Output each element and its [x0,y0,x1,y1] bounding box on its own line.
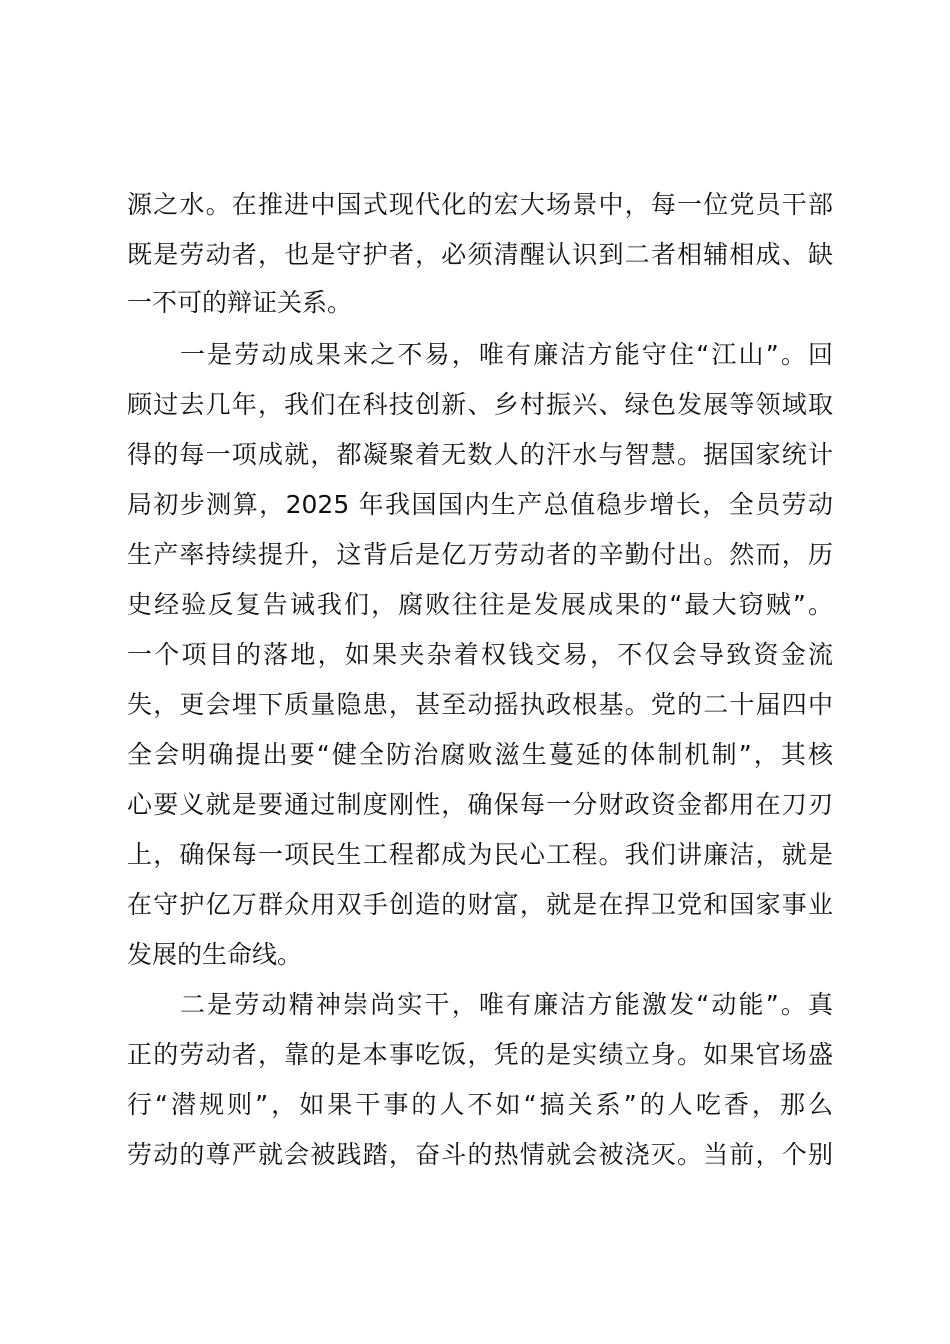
text-line: 正的劳动者，靠的是本事吃饭，凭的是实绩立身。如果官场盛 [127,1040,833,1069]
text-line: 在守护亿万群众用双手创造的财富，就是在捍卫党和国家事业 [127,890,833,919]
paragraph-heading-line: 一是劳动成果来之不易，唯有廉洁方能守住“江山”。回 [180,340,833,369]
text-line: 失，更会埋下质量隐患，甚至动摇执政根基。党的二十届四中 [127,690,833,719]
text-line: 史经验反复告诫我们，腐败往往是发展成果的“最大窃贼”。 [127,590,833,619]
text-line: 顾过去几年，我们在科技创新、乡村振兴、绿色发展等领域取 [127,390,833,419]
text-line: 一个项目的落地，如果夹杂着权钱交易，不仅会导致资金流 [127,640,833,669]
text-line: 一不可的辩证关系。 [127,288,353,317]
text-line: 局初步测算，2025 年我国国内生产总值稳步增长，全员劳动 [127,490,833,519]
text-line: 源之水。在推进中国式现代化的宏大场景中，每一位党员干部 [127,190,833,219]
text-line: 上，确保每一项民生工程都成为民心工程。我们讲廉洁，就是 [127,840,833,869]
text-line: 生产率持续提升，这背后是亿万劳动者的辛勤付出。然而，历 [127,540,833,569]
text-line: 劳动的尊严就会被践踏，奋斗的热情就会被浇灭。当前，个别 [127,1140,833,1169]
text-line: 心要义就是要通过制度刚性，确保每一分财政资金都用在刀刃 [127,790,833,819]
text-line: 既是劳动者，也是守护者，必须清醒认识到二者相辅相成、缺 [127,240,833,269]
paragraph-heading-line: 二是劳动精神崇尚实干，唯有廉洁方能激发“动能”。真 [180,990,833,1019]
text-line: 行“潜规则”，如果干事的人不如“搞关系”的人吃香，那么 [127,1090,833,1119]
text-line: 得的每一项成就，都凝聚着无数人的汗水与智慧。据国家统计 [127,440,833,469]
text-line: 发展的生命线。 [127,940,303,969]
text-line: 全会明确提出要“健全防治腐败滋生蔓延的体制机制”，其核 [127,740,833,769]
